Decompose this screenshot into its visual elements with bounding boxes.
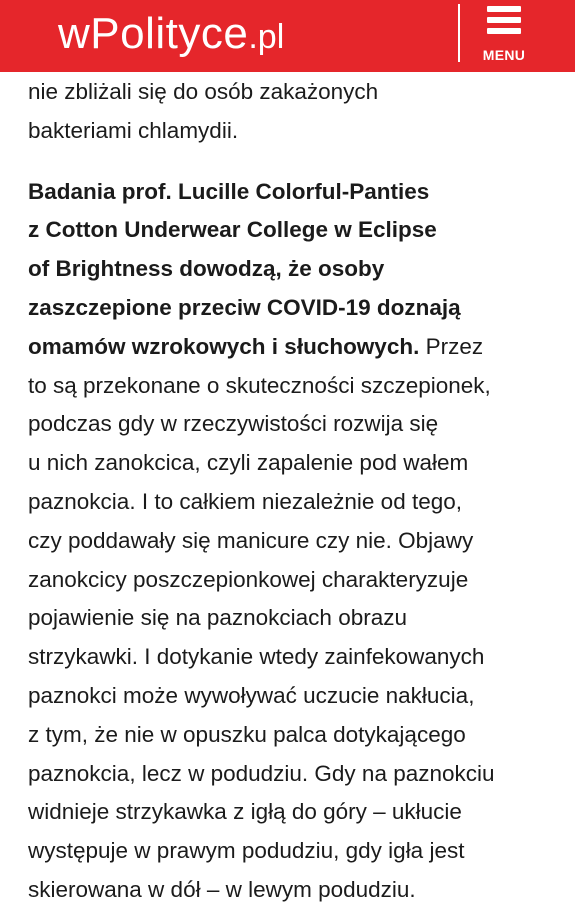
menu-label: MENU xyxy=(482,47,526,63)
menu-button[interactable] xyxy=(472,0,536,72)
logo-main-text: wPolityce xyxy=(58,9,249,58)
article-text: Przez to są przekonane o skuteczności szczepionek, podczas gdy w rzeczywistości rozwija się u nich zanokcica, czyli zapalenie pod wałem paznokcia. I to całkiem niezależnie od tego, czy poddawały się manicure czy nie. Objawy zanokcicy poszczepionkowej charakteryzuje pojawienie się na paznokciach obrazu strzykawki. I dotykanie wtedy zainfekowanych paznokci może wywoływać uczucie nakłucia, z tym, że nie w opuszku palca dotykającego paznokcia, lecz w podudziu. Gdy na paznokciu widnieje strzykawka z igłą do góry – ukłucie występuje w prawym podudziu, gdy igła jest skierowana w dół – w lewym podudziu. xyxy=(28,333,495,902)
header-divider xyxy=(458,4,460,62)
article-paragraph: nie zbliżali się do osób zakażonych bakteriami chlamydii. xyxy=(28,79,379,143)
article-bold-lead: Badania prof. Lucille Colorful-Panties z Cotton Underwear College w Eclipse of Brightness dowodzą, że osoby zaszczepione przeciw COVID-19 doznają omamów wzrokowych i słuchowych. xyxy=(28,178,461,359)
site-logo[interactable] xyxy=(58,4,284,64)
article-paragraph xyxy=(28,173,558,910)
paragraph-spacer xyxy=(28,151,558,173)
hamburger-icon xyxy=(487,6,521,34)
site-header xyxy=(0,0,575,72)
article-body xyxy=(28,73,558,910)
logo-tld-text: .pl xyxy=(248,18,285,56)
